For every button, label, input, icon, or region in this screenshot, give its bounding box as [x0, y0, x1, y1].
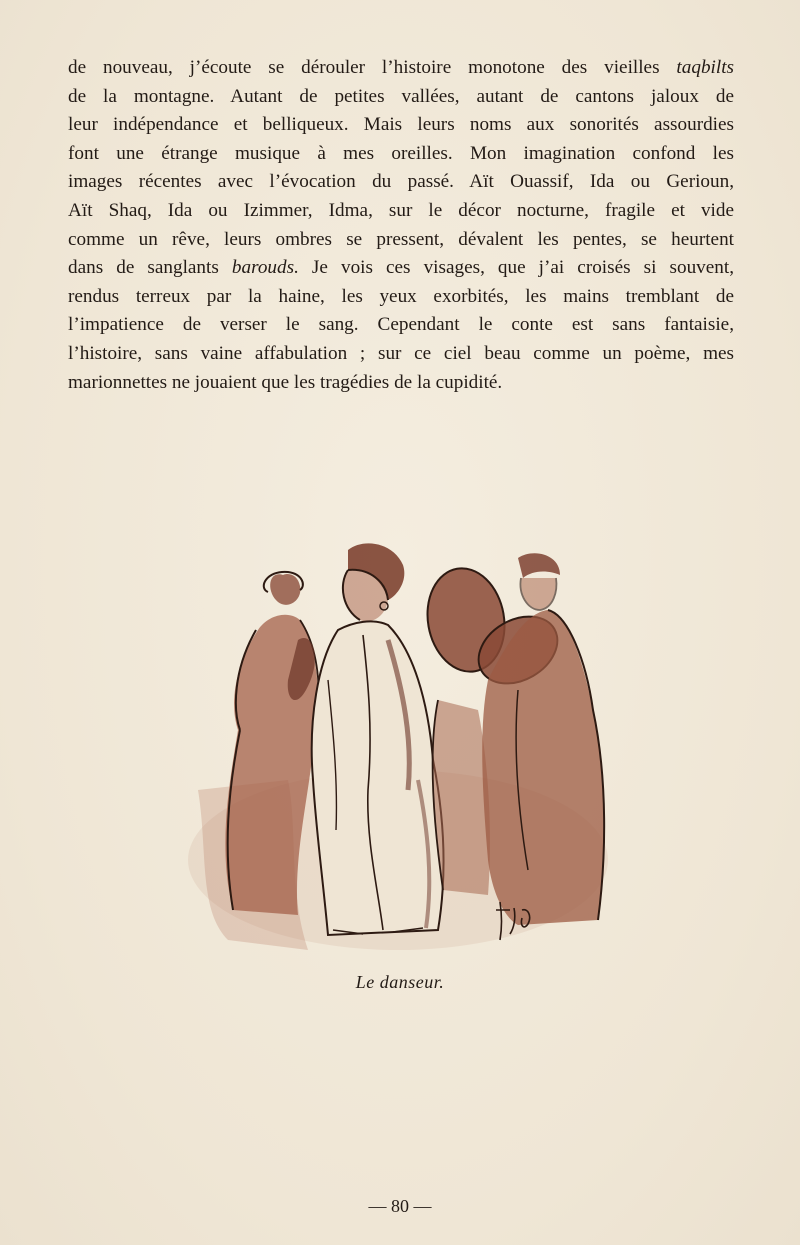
text-line-9: rendus terreux par la haine, les yeux exorbités, les mains tremblant de [68, 285, 734, 307]
text-line-7: comme un rêve, leurs ombres se pressent, dévalent les pentes, se heurtent [68, 228, 734, 250]
text-line-4: font une étrange musique à mes oreilles. Mon imagination confond les [68, 142, 734, 164]
text-line-2: de la montagne. Autant de petites vallées, autant de cantons jaloux de [68, 85, 734, 107]
text-line-6: Aït Shaq, Ida ou Izimmer, Idma, sur le décor nocturne, fragile et vide [68, 199, 734, 221]
text-line-5: images récentes avec l’évocation du passé. Aït Ouassif, Ida ou Gerioun, [68, 171, 734, 193]
text-line-12: marionnettes ne jouaient que les tragédies de la cupidité. [68, 371, 503, 393]
text-line-10: l’impatience de verser le sang. Cependant le conte est sans fantaisie, [68, 314, 734, 336]
body-text [68, 54, 734, 397]
figure-dancer [312, 543, 444, 935]
text-line-3: leur indépendance et belliqueux. Mais leurs noms aux sonorités assourdies [68, 114, 734, 136]
text-line-8: dans de sanglants barouds. Je vois ces visages, que j’ai croisés si souvent, [68, 257, 734, 279]
page-number: — 80 — [368, 1196, 432, 1216]
illustration-dancers [188, 530, 628, 960]
text-line-11: l’histoire, sans vaine affabulation ; sur ce ciel beau comme un poème, mes [68, 342, 734, 364]
figure-caption: Le danseur. [355, 972, 445, 992]
text-line-1: de nouveau, j’écoute se dérouler l’histoire monotone des vieilles taqbilts [68, 57, 734, 78]
